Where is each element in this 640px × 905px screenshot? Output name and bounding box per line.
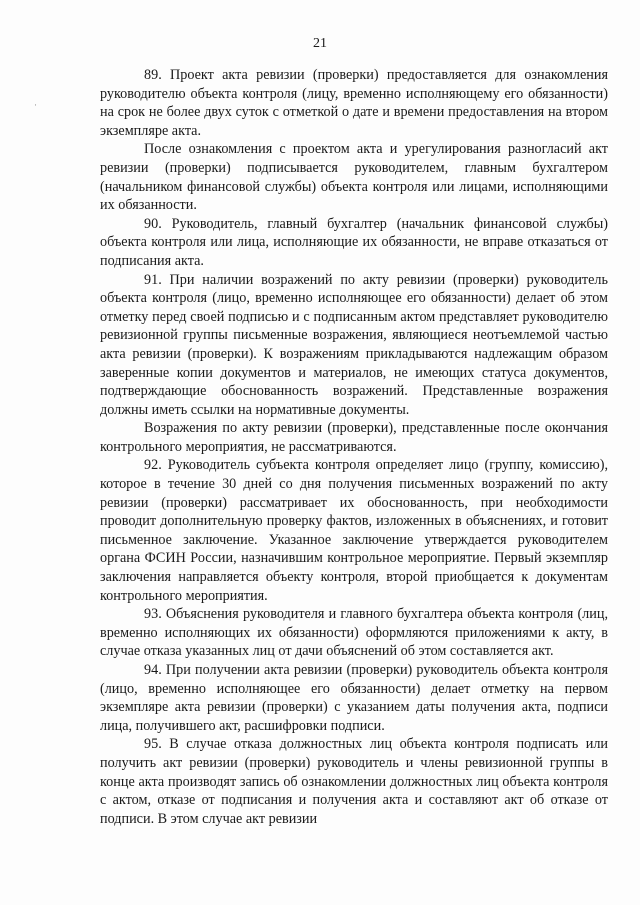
paragraph-89: 89. Проект акта ревизии (проверки) предоставляется для ознакомления руководителю объекта контроля (лицу, временно исполняющему его обязанности) на срок не более двух суток с отметкой о дате и времени предоставления на втором экземпляре акта. [100,67,608,139]
paragraph-90: 90. Руководитель, главный бухгалтер (начальник финансовой службы) объекта контроля или лица, исполняющие их обязанности, не вправе отказаться от подписания акта. [100,215,608,269]
paragraph-91: 91. При наличии возражений по акту ревизии (проверки) руководитель объекта контроля (лицо, временно исполняющее его обязанности) делает об этом отметку перед своей подписью и с подписанным актом представляет руководителю ревизионной группы письменные возражения, являющиеся неотъемлемой частью акта ревизии (проверки). К возражениям прикладываются надлежащим образом заверенные копии документов и материалов, не имеющих статуса документов, подтверждающие обоснованность возражений. Представленные возражения должны иметь ссылки на нормативные документы. [100,271,608,418]
document-body [100,66,608,828]
paragraph-92: 92. Руководитель субъекта контроля определяет лицо (группу, комиссию), которое в течение 30 дней со дня получения письменных возражений по акту ревизии (проверки) рассматривает их обоснованность, при необходимости проводит дополнительную проверку фактов, изложенных в объяснениях, и готовит письменное заключение. Указанное заключение утверждается руководителем органа ФСИН России, назначившим контрольное мероприятие. Первый экземпляр заключения направляется объекту контроля, второй приобщается к документам контрольного мероприятия. [100,457,608,604]
page-number: 21 [313,36,327,51]
paragraph-93: 93. Объяснения руководителя и главного бухгалтера объекта контроля (лиц, временно исполняющих их обязанности) оформляются приложениями к акту, в случае отказа указанных лиц от дачи объяснений об этом составляется акт. [100,606,608,660]
paragraph-94: 94. При получении акта ревизии (проверки) руководитель объекта контроля (лицо, временно исполняющее его обязанности) делает отметку на первом экземпляре акта ревизии (проверки) с указанием даты получения акта, подписи лица, получившего акт, расшифровки подписи. [100,662,608,734]
scan-speck: · [34,100,37,110]
paragraph-89-continued: После ознакомления с проектом акта и урегулирования разногласий акт ревизии (проверки) подписывается руководителем, главным бухгалтером (начальником финансовой службы) объекта контроля или лицами, исполняющими их обязанности. [100,141,608,214]
paragraph-91-continued: Возражения по акту ревизии (проверки), представленные после окончания контрольного мероприятия, не рассматриваются. [100,420,608,455]
paragraph-95: 95. В случае отказа должностных лиц объекта контроля подписать или получить акт ревизии (проверки) руководитель и члены ревизионной группы в конце акта производят запись об ознакомлении должностных лиц объекта контроля с актом, отказе от подписания и получения акта и составляют акт об отказе от подписи. В этом случае акт ревизии [100,736,608,827]
